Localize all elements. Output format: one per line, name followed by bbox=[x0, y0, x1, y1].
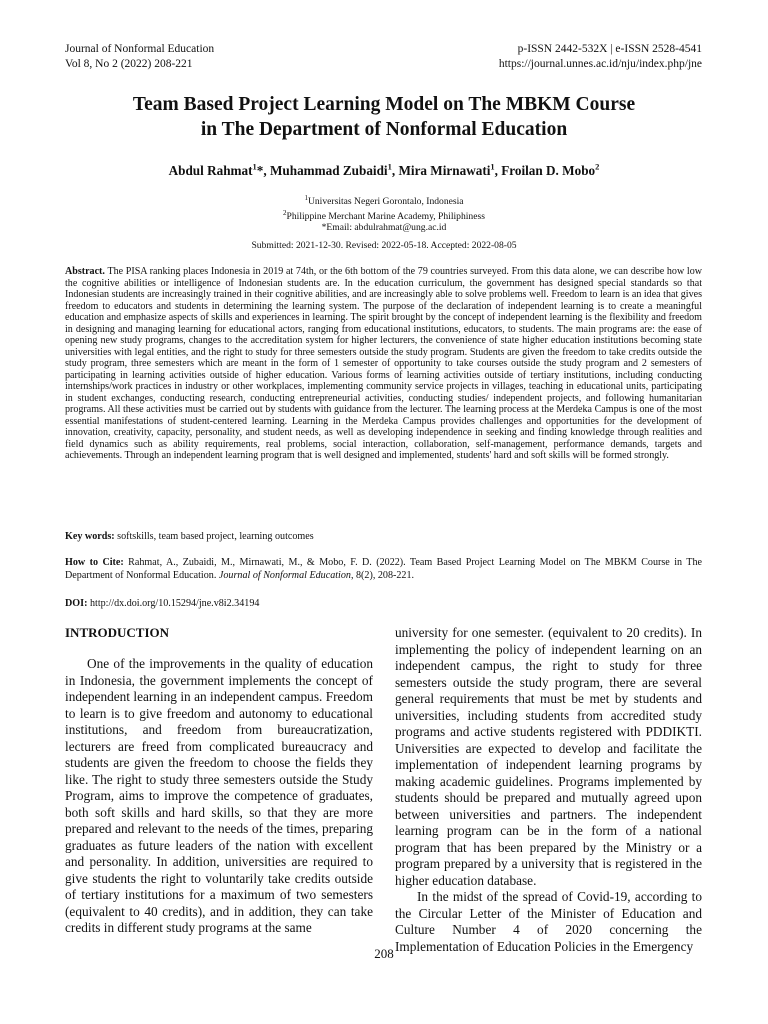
journal-header-left bbox=[65, 42, 214, 72]
paragraph: In the midst of the spread of Covid-19, according to the Circular Letter of the Minister of Education and Culture Number 4 of 2020 concerning the Implementation of Education Policies in the Emergency bbox=[395, 889, 702, 954]
corresponding-email[interactable]: *Email: abdulrahmat@ung.ac.id bbox=[321, 222, 447, 234]
cite-text: Rahmat, A., Zubaidi, M., Mirnawati, M., & Mobo, F. D. (2022). Team Based Project Learning Model on The MBKM Course in The Department of Nonformal Education. bbox=[65, 557, 702, 581]
affiliation-1: $^1$Universitas Negeri Gorontalo, Indonesia bbox=[304, 194, 464, 208]
author: Froilan D. Mobo$^2$ bbox=[501, 162, 600, 179]
journal-volume: Vol 8, No 2 (2022) 208-221 bbox=[65, 58, 193, 70]
affiliations bbox=[40, 193, 728, 234]
doi-link[interactable]: http://dx.doi.org/10.15294/jne.v8i2.34194 bbox=[89, 598, 260, 609]
journal-url[interactable]: https://journal.unnes.ac.id/nju/index.php/jne bbox=[498, 58, 702, 70]
submission-dates: Submitted: 2021-12-30. Revised: 2022-05-18. Accepted: 2022-08-05 bbox=[251, 240, 517, 251]
author: Mira Mirnawati$^1$, bbox=[398, 162, 502, 179]
abstract-text: The PISA ranking places Indonesia in 2019 at 74th, or the 6th bottom of the 79 countries surveyed. From this data alone, we can describe how low the cognitive abilities or intelligence of Indonesian students are. In the education curriculum, the government has designed special standards so that Indonesian students are increasingly trained in their cognitive abilities, and are increasingly able to solve problems well. Freedom to learn is an idea that gives freedom to educators and students in determining the learning system. The purpose of the declaration of independent learning is to create a meaningful education and emphasize aspects of skills and experiences in learning. The spirit brought by the concept of independent learning is the flexibility and freedom in designing and managing learning for educational actors, ranging from educational institutions, educators, to students. The main programs are: the ease of opening new study programs, changes to the accreditation system for higher lecturers, the convenience of state higher education institutions becoming state universities with legal entities, and the right to study for three semesters outside the study program. Students are given the freedom to take credits outside the study program, three semesters which are meant in the form of 1 semester of opportunity to take courses outside the study program and 2 semesters of participating in learning activities outside of higher education. Various forms of learning activities outside of tertiary institutions, including conducting internships/work practices in industry or other workplaces, implementing community service projects in villages, teaching in educational units, participating in student exchanges, conducting research, conducting entrepreneurial activities, conducting studies/ independent projects, and following humanitarian programs. All these activities must be carried out by students with guidance from the lecturer. The learning process at the Merdeka Campus is one of the most essential manifestations of student-centered learning. Learning in the Merdeka Campus provides challenges and opportunities for the development of innovation, creativity, capacity, personality, and student needs, as well as developing independence in seeking and finding knowledge through realities and field dynamics such as ability requirements, real problems, social interaction, collaboration, self-management, performance demands, targets and achievements. Through an independent learning program that is well designed and implemented, students' hard and soft skills will be formed strongly. bbox=[65, 266, 702, 461]
abstract-label: Abstract. bbox=[65, 266, 105, 277]
section-heading: INTRODUCTION bbox=[65, 625, 170, 640]
body-column-right bbox=[395, 625, 702, 955]
author: Muhammad Zubaidi$^1$, bbox=[269, 162, 399, 179]
cite-volume: , 8(2), 208-221. bbox=[350, 569, 415, 581]
title-line-2: in The Department of Nonformal Education bbox=[200, 119, 568, 140]
paragraph: university for one semester. (equivalent to 20 credits). In implementing the policy of independent learning on an independent campus, the right to study for three semesters outside the study program, there are several general requirements that must be met by students and universities, including students from accredited study programs and active students registered with PDDIKTI. Universities are expected to develop and facilitate the implementation of independent learning programs by making academic guidelines. Programs implemented by students should be prepared and mutually agreed upon between universities and partners. The independent learning program can be in the form of a national program that has been prepared by the Ministry or a program prepared by a university that is registered in the higher education database. bbox=[395, 625, 702, 888]
paragraph: One of the improvements in the quality of education in Indonesia, the government implements the concept of independent learning in an independent campus. Freedom to learn is to give freedom and autonomy to educational institutions, and freedom from bureaucratization, lecturers are freed from complicated bureaucracy and students are given the freedom to choose the fields they like. The right to study three semesters outside the Study Program, aims to improve the competence of graduates, both soft skills and hard skills, so that they are more prepared and relevant to the needs of the times, preparing graduates as future leaders of the nation with excellent and personality. In addition, universities are required to give students the right to voluntarily take credits outside of tertiary institutions for a maximum of two semesters (equivalent to 40 credits), and in addition, they can take credits in different study programs at the same bbox=[65, 656, 373, 935]
keywords bbox=[65, 531, 702, 542]
journal-name: Journal of Nonformal Education bbox=[65, 43, 215, 55]
keywords-label: Key words: bbox=[65, 531, 115, 542]
author-list bbox=[40, 162, 728, 179]
abstract bbox=[65, 266, 702, 462]
journal-header-right bbox=[499, 42, 702, 72]
page-number: 208 bbox=[374, 946, 394, 961]
keywords-text: softskills, team based project, learning outcomes bbox=[117, 531, 314, 542]
author: Abdul Rahmat$^1$*, bbox=[168, 162, 270, 179]
doi-label: DOI: bbox=[65, 598, 88, 609]
cite-label: How to Cite: bbox=[65, 557, 124, 568]
cite-journal: Journal of Nonformal Education bbox=[218, 569, 351, 581]
how-to-cite bbox=[65, 557, 702, 582]
title-line-1: Team Based Project Learning Model on The MBKM Course bbox=[132, 94, 636, 115]
affiliation-2: $^2$Philippine Merchant Marine Academy, Philiphiness bbox=[283, 208, 485, 222]
paper-title bbox=[40, 92, 728, 142]
doi bbox=[65, 598, 702, 609]
journal-issn: p-ISSN 2442-532X | e-ISSN 2528-4541 bbox=[517, 43, 702, 55]
body-column-left bbox=[65, 656, 373, 937]
